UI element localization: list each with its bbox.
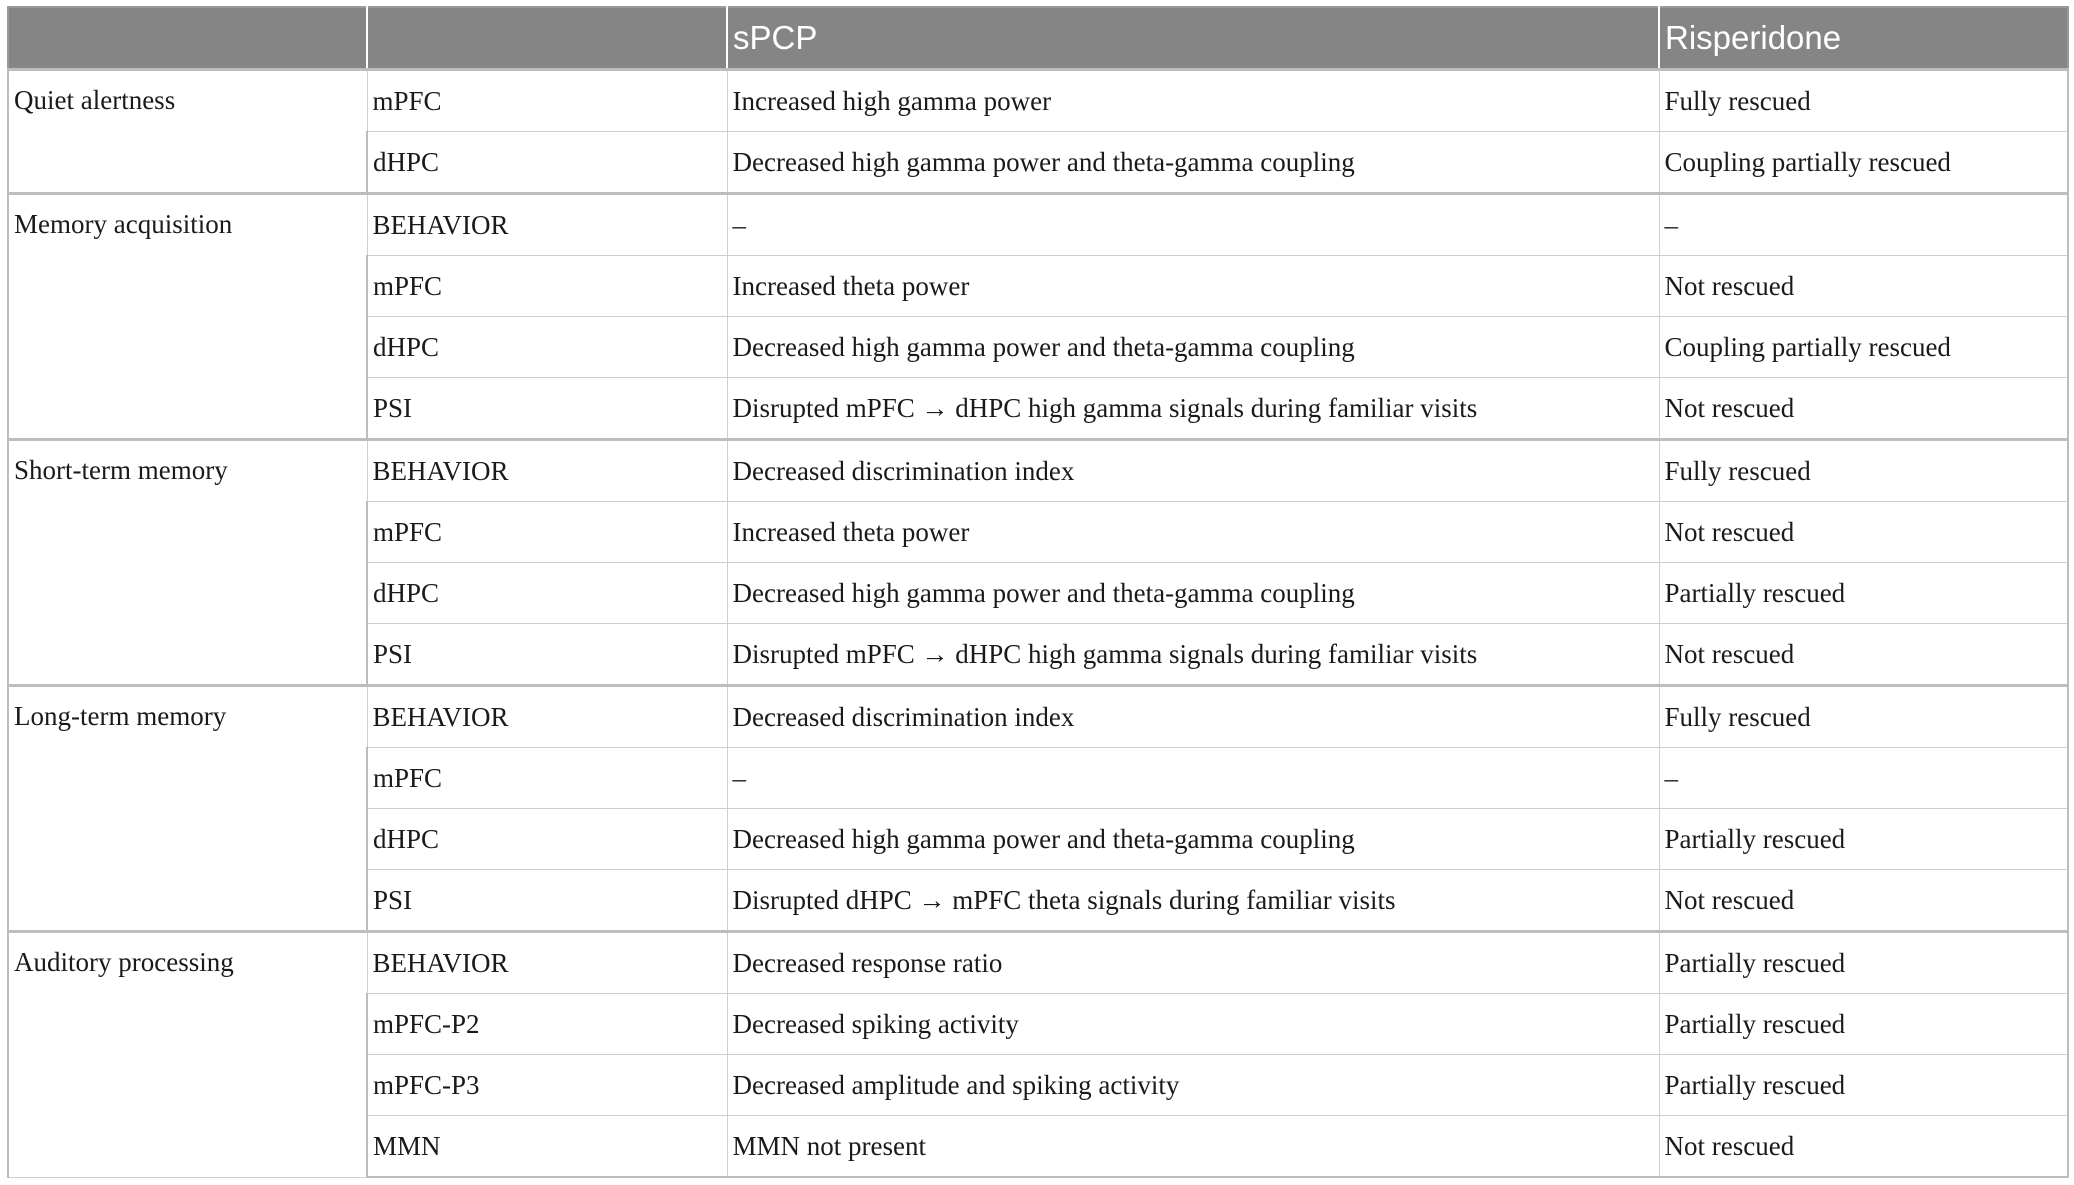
header-spcp: sPCP bbox=[727, 7, 1659, 70]
spcp-cell: Decreased discrimination index bbox=[727, 440, 1659, 502]
risperidone-cell: Partially rescued bbox=[1659, 809, 2068, 870]
region-cell: PSI bbox=[367, 870, 727, 932]
region-cell: PSI bbox=[367, 378, 727, 440]
table-body bbox=[8, 70, 2068, 1178]
spcp-cell: Disrupted mPFC → dHPC high gamma signals during familiar visits bbox=[727, 624, 1659, 686]
region-cell: BEHAVIOR bbox=[367, 440, 727, 502]
spcp-cell: Decreased high gamma power and theta-gamma coupling bbox=[727, 809, 1659, 870]
table-row bbox=[8, 932, 2068, 994]
spcp-cell: Decreased discrimination index bbox=[727, 686, 1659, 748]
header-region bbox=[367, 7, 727, 70]
risperidone-cell: Partially rescued bbox=[1659, 932, 2068, 994]
region-cell: mPFC bbox=[367, 502, 727, 563]
region-cell: BEHAVIOR bbox=[367, 932, 727, 994]
results-table-container bbox=[7, 6, 2067, 1178]
risperidone-cell: Fully rescued bbox=[1659, 686, 2068, 748]
results-table bbox=[7, 6, 2069, 1178]
table-header bbox=[8, 7, 2068, 70]
region-cell: dHPC bbox=[367, 132, 727, 194]
risperidone-cell: Not rescued bbox=[1659, 870, 2068, 932]
table-row bbox=[8, 194, 2068, 256]
spcp-cell: MMN not present bbox=[727, 1116, 1659, 1178]
region-cell: mPFC-P3 bbox=[367, 1055, 727, 1116]
header-category bbox=[8, 7, 367, 70]
risperidone-cell: Partially rescued bbox=[1659, 563, 2068, 624]
region-cell: BEHAVIOR bbox=[367, 194, 727, 256]
risperidone-cell: Coupling partially rescued bbox=[1659, 317, 2068, 378]
region-cell: mPFC bbox=[367, 748, 727, 809]
risperidone-cell: Not rescued bbox=[1659, 1116, 2068, 1178]
region-cell: PSI bbox=[367, 624, 727, 686]
spcp-cell: Increased high gamma power bbox=[727, 70, 1659, 132]
region-cell: mPFC bbox=[367, 256, 727, 317]
spcp-cell: Disrupted dHPC → mPFC theta signals during familiar visits bbox=[727, 870, 1659, 932]
category-cell: Memory acquisition bbox=[8, 194, 367, 440]
risperidone-cell: – bbox=[1659, 194, 2068, 256]
region-cell: MMN bbox=[367, 1116, 727, 1178]
risperidone-cell: Not rescued bbox=[1659, 378, 2068, 440]
spcp-cell: Decreased spiking activity bbox=[727, 994, 1659, 1055]
risperidone-cell: Fully rescued bbox=[1659, 440, 2068, 502]
table-row bbox=[8, 70, 2068, 132]
spcp-cell: Decreased high gamma power and theta-gamma coupling bbox=[727, 132, 1659, 194]
risperidone-cell: Not rescued bbox=[1659, 624, 2068, 686]
region-cell: dHPC bbox=[367, 809, 727, 870]
risperidone-cell: Fully rescued bbox=[1659, 70, 2068, 132]
category-cell: Quiet alertness bbox=[8, 70, 367, 194]
spcp-cell: Decreased amplitude and spiking activity bbox=[727, 1055, 1659, 1116]
header-row bbox=[8, 7, 2068, 70]
spcp-cell: Decreased high gamma power and theta-gamma coupling bbox=[727, 563, 1659, 624]
risperidone-cell: Coupling partially rescued bbox=[1659, 132, 2068, 194]
category-cell: Short-term memory bbox=[8, 440, 367, 686]
spcp-cell: Disrupted mPFC → dHPC high gamma signals during familiar visits bbox=[727, 378, 1659, 440]
spcp-cell: Decreased high gamma power and theta-gamma coupling bbox=[727, 317, 1659, 378]
region-cell: BEHAVIOR bbox=[367, 686, 727, 748]
risperidone-cell: – bbox=[1659, 748, 2068, 809]
risperidone-cell: Partially rescued bbox=[1659, 994, 2068, 1055]
spcp-cell: – bbox=[727, 748, 1659, 809]
risperidone-cell: Partially rescued bbox=[1659, 1055, 2068, 1116]
spcp-cell: Decreased response ratio bbox=[727, 932, 1659, 994]
category-cell: Long-term memory bbox=[8, 686, 367, 932]
region-cell: dHPC bbox=[367, 563, 727, 624]
risperidone-cell: Not rescued bbox=[1659, 256, 2068, 317]
table-row bbox=[8, 686, 2068, 748]
region-cell: dHPC bbox=[367, 317, 727, 378]
header-risperidone: Risperidone bbox=[1659, 7, 2068, 70]
spcp-cell: – bbox=[727, 194, 1659, 256]
spcp-cell: Increased theta power bbox=[727, 256, 1659, 317]
region-cell: mPFC-P2 bbox=[367, 994, 727, 1055]
spcp-cell: Increased theta power bbox=[727, 502, 1659, 563]
table-row bbox=[8, 440, 2068, 502]
risperidone-cell: Not rescued bbox=[1659, 502, 2068, 563]
region-cell: mPFC bbox=[367, 70, 727, 132]
category-cell: Auditory processing bbox=[8, 932, 367, 1178]
